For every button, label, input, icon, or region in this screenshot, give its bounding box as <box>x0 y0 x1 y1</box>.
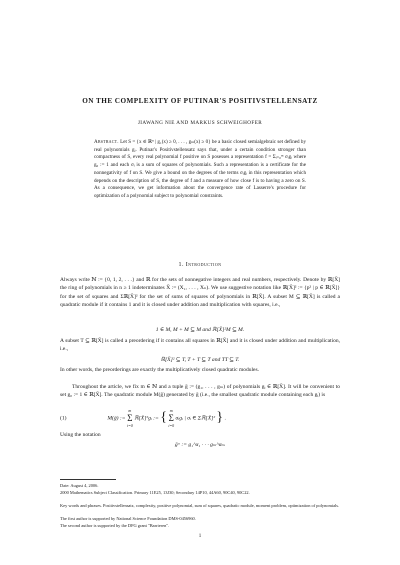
paper-title: ON THE COMPLEXITY OF PUTINAR'S POSITIVSTELLENSATZ <box>82 97 318 105</box>
footnote-msc: 2000 Mathematics Subject Classification. Primary 11E25, 13J30; Secondary 14P10, 44A60, 90C40, 90C22. <box>60 490 250 495</box>
page-number: 1 <box>198 534 202 539</box>
section-title: Introduction <box>185 262 222 268</box>
equation-1-middle: ℝ[X̄]²gᵢ := <box>134 415 161 422</box>
paragraph-generated-module: Throughout the article, we fix m ∈ ℕ and a tuple ḡ := (g₁, . . . , gₘ) of polynomials gᵢ ∈ ℝ[X̄]. It will be convenient to set g₀ := 1 ∈ ℝ[X̄]. The quadratic module M(ḡ) generated by ḡ (i.e., the smallest quadratic module containing each gᵢ) is <box>60 384 340 399</box>
right-brace: } <box>216 410 224 426</box>
abstract-text: Let S = {x ∈ ℝⁿ | g₁(x) ≥ 0, . . . , gₘ(x) ≥ 0} be a basic closed semialgebraic set defined by real polynomials gᵢ. Putinar's Positivstellensatz says that, under a certain condition stronger than compactness of S, every real polynomial f positive on S posesses a representation f = Σᵢ₌₀ᵐ σᵢgᵢ where g₀ := 1 and each σᵢ is a sum of squares of polynomials. Such a representation is a certificate for the nonnegativity of f on S. We give a bound on the degrees of the terms σᵢgᵢ in this representation which depends on the description of S, the degree of f and a measure of how close f is to having a zero on S. As a consequence, we get information about the convergence rate of Lasserre's procedure for optimization of a polynomial subject to polynomial constraints. <box>94 139 307 199</box>
equation-1-set: σᵢgᵢ | σᵢ ∈ Σℝ[X̄]² <box>175 415 215 422</box>
equation-quadratic-module: 1 ∈ M, M + M ⊆ M and ℝ[X̄]²M ⊆ M. <box>155 327 245 333</box>
equation-1: (1) M(ḡ) := m Σ i=0 ℝ[X̄]²gᵢ := { m Σ i=0 σᵢgᵢ | σᵢ ∈ Σℝ[X̄]² } . <box>60 408 226 428</box>
paper-authors: JIAWANG NIE AND MARKUS SCHWEIGHOFER <box>137 120 263 126</box>
section-number: 1. <box>178 262 184 268</box>
equation-preordering: ℝ[X̄]² ⊆ T, T + T ⊆ T and TT ⊆ T. <box>160 357 240 363</box>
footnote-keywords: Key words and phrases. Positivstellensatz, complexity, positive polynomial, sum of squares, quadratic module, moment problem, optimization of polynomials. <box>60 503 340 508</box>
footnote-second-author: The second author is supported by the DFG grant "Barrieren". <box>60 523 170 528</box>
abstract-heading: Abstract. <box>94 139 119 145</box>
section-heading <box>0 262 400 268</box>
footnote-first-author: The first author is supported by National Science Foundation DMS-0456960. <box>60 516 196 521</box>
equation-1-lhs: M(ḡ) := <box>107 415 127 422</box>
paragraph-preordering: A subset T ⊆ ℝ[X̄] is called a preordering if it contains all squares in ℝ[X̄] and it is closed under addition and multiplication, i.e., <box>60 338 340 353</box>
sum-symbol: m Σ i=0 <box>126 408 133 428</box>
footnote-date: Date: August 4, 2006. <box>60 483 99 488</box>
equation-number: (1) <box>60 415 67 422</box>
footnote-rule <box>60 479 116 480</box>
paragraph-using-notation: Using the notation <box>60 432 101 438</box>
sum-symbol-2: m Σ i=0 <box>168 408 175 428</box>
abstract <box>94 139 306 201</box>
paragraph-preordering-remark: In other words, the preorderings are exactly the multiplicatively closed quadratic modules. <box>60 367 260 373</box>
paragraph-notation: Always write ℕ := {0, 1, 2, . . .} and ℝ for the sets of nonnegative integers and real numbers, respectively. Denote by ℝ[X̄] the ring of polynomials in n ≥ 1 indeterminates X̄ := (X₁, . . . , Xₙ). We use suggestive notation like ℝ[X̄]² := {p² | p ∈ ℝ[X̄]} for the set of squares and Σℝ[X̄]² for the set of sums of squares of polynomials in ℝ[X̄]. A subset M ⊆ ℝ[X̄] is called a quadratic module if it contains 1 and it is closed under addition and multiplication with squares, i.e., <box>60 277 340 308</box>
left-brace: { <box>160 410 167 426</box>
equation-power-notation: ḡᵅ := g₁^α₁ · · · gₘ^αₘ <box>174 442 226 448</box>
